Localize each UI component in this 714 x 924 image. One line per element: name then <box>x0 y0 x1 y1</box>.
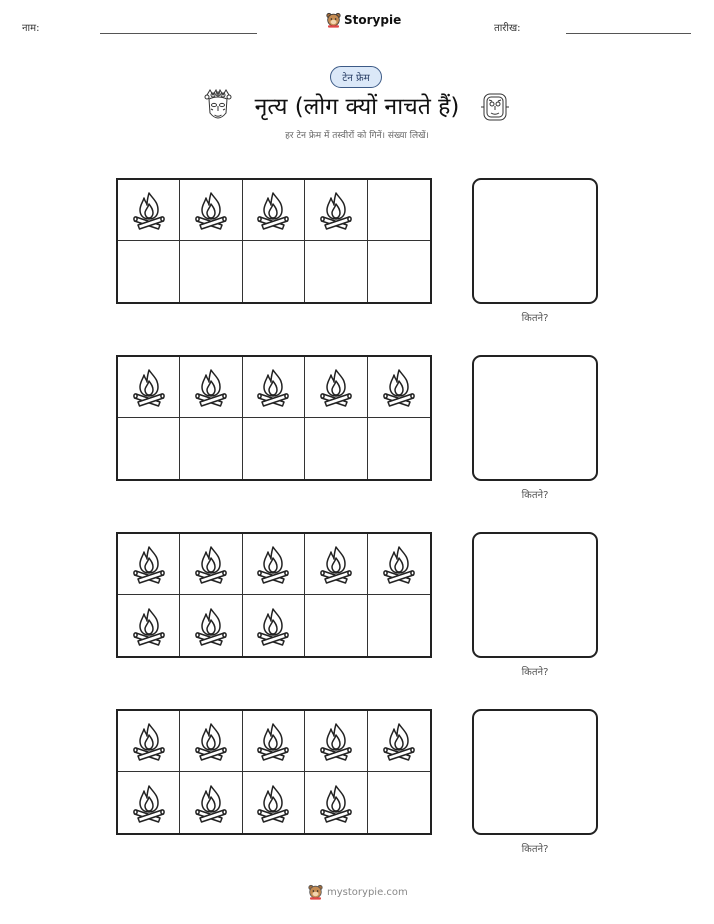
campfire-icon <box>132 190 166 230</box>
answer-box[interactable] <box>472 532 598 658</box>
campfire-icon <box>319 544 353 584</box>
ten-frame-cell <box>368 180 430 241</box>
campfire-icon <box>256 721 290 761</box>
footer <box>308 884 408 900</box>
ten-frame-cell <box>243 241 305 302</box>
date-line <box>566 33 691 34</box>
campfire-icon <box>194 544 228 584</box>
brand-name: Storypie <box>344 13 402 27</box>
topic-badge: टेन फ्रेम <box>330 66 382 88</box>
answer-box[interactable] <box>472 178 598 304</box>
ten-frame <box>116 709 432 835</box>
ten-frame-cell <box>118 418 180 479</box>
page-title: नृत्य (लोग क्यों नाचते हैं) <box>254 94 460 120</box>
ten-frame-cell <box>180 772 242 833</box>
campfire-icon <box>256 190 290 230</box>
tribal-mask-icon <box>480 92 510 122</box>
campfire-icon <box>382 367 416 407</box>
ten-frame-cell <box>243 711 305 772</box>
campfire-icon <box>132 367 166 407</box>
campfire-icon <box>194 606 228 646</box>
campfire-icon <box>382 544 416 584</box>
ten-frame-cell <box>118 595 180 656</box>
ten-frame-cell <box>243 418 305 479</box>
ten-frame-cell <box>118 180 180 241</box>
answer-box[interactable] <box>472 355 598 481</box>
ten-frame <box>116 532 432 658</box>
ten-frame-cell <box>368 772 430 833</box>
ten-frame-cell <box>118 534 180 595</box>
ten-frame-cell <box>243 534 305 595</box>
ten-frame-cell <box>118 772 180 833</box>
campfire-icon <box>194 721 228 761</box>
campfire-icon <box>319 367 353 407</box>
ten-frame-cell <box>118 357 180 418</box>
campfire-icon <box>132 721 166 761</box>
ten-frame-cell <box>180 418 242 479</box>
campfire-icon <box>132 606 166 646</box>
ten-frame-cell <box>180 357 242 418</box>
ten-frame-cell <box>368 534 430 595</box>
name-line <box>100 33 257 34</box>
brand <box>326 12 401 28</box>
ten-frame-cell <box>368 357 430 418</box>
ten-frame-cell <box>305 180 367 241</box>
ten-frame-cell <box>305 711 367 772</box>
ten-frame-cell <box>180 711 242 772</box>
ten-frame-cell <box>305 534 367 595</box>
ten-frame-cell <box>368 711 430 772</box>
ten-frame-cell <box>305 241 367 302</box>
answer-box[interactable] <box>472 709 598 835</box>
ten-frame-cell <box>305 772 367 833</box>
storypie-bear-logo <box>326 12 341 28</box>
answer-label: कितने? <box>521 667 549 678</box>
ten-frame-cell <box>368 418 430 479</box>
ten-frame-cell <box>305 595 367 656</box>
ten-frame-cell <box>180 595 242 656</box>
ten-frame <box>116 178 432 304</box>
campfire-icon <box>382 721 416 761</box>
campfire-icon <box>319 721 353 761</box>
storypie-bear-logo <box>308 884 323 900</box>
campfire-icon <box>194 367 228 407</box>
campfire-icon <box>256 606 290 646</box>
answer-label: कितने? <box>521 490 549 501</box>
footer-url: mystorypie.com <box>327 886 408 898</box>
instructions: हर टेन फ्रेम में तस्वीरों को गिनें। संख्या लिखें। <box>285 131 429 141</box>
campfire-icon <box>132 783 166 823</box>
campfire-icon <box>319 190 353 230</box>
campfire-icon <box>256 367 290 407</box>
date-label: तारीख: <box>494 23 521 34</box>
ten-frame-cell <box>180 534 242 595</box>
ten-frame-cell <box>243 595 305 656</box>
ten-frame-cell <box>305 418 367 479</box>
ten-frame-cell <box>368 595 430 656</box>
ten-frame-cell <box>243 357 305 418</box>
campfire-icon <box>256 783 290 823</box>
campfire-icon <box>194 190 228 230</box>
campfire-icon <box>319 783 353 823</box>
ten-frame-cell <box>243 180 305 241</box>
answer-label: कितने? <box>521 313 549 324</box>
ten-frame <box>116 355 432 481</box>
campfire-icon <box>132 544 166 584</box>
name-label: नाम: <box>22 23 40 34</box>
ten-frame-cell <box>305 357 367 418</box>
campfire-icon <box>194 783 228 823</box>
ten-frame-cell <box>118 711 180 772</box>
ten-frame-cell <box>180 180 242 241</box>
ten-frame-cell <box>180 241 242 302</box>
ten-frame-cell <box>118 241 180 302</box>
answer-label: कितने? <box>521 844 549 855</box>
ten-frame-cell <box>243 772 305 833</box>
ten-frame-cell <box>368 241 430 302</box>
campfire-icon <box>256 544 290 584</box>
